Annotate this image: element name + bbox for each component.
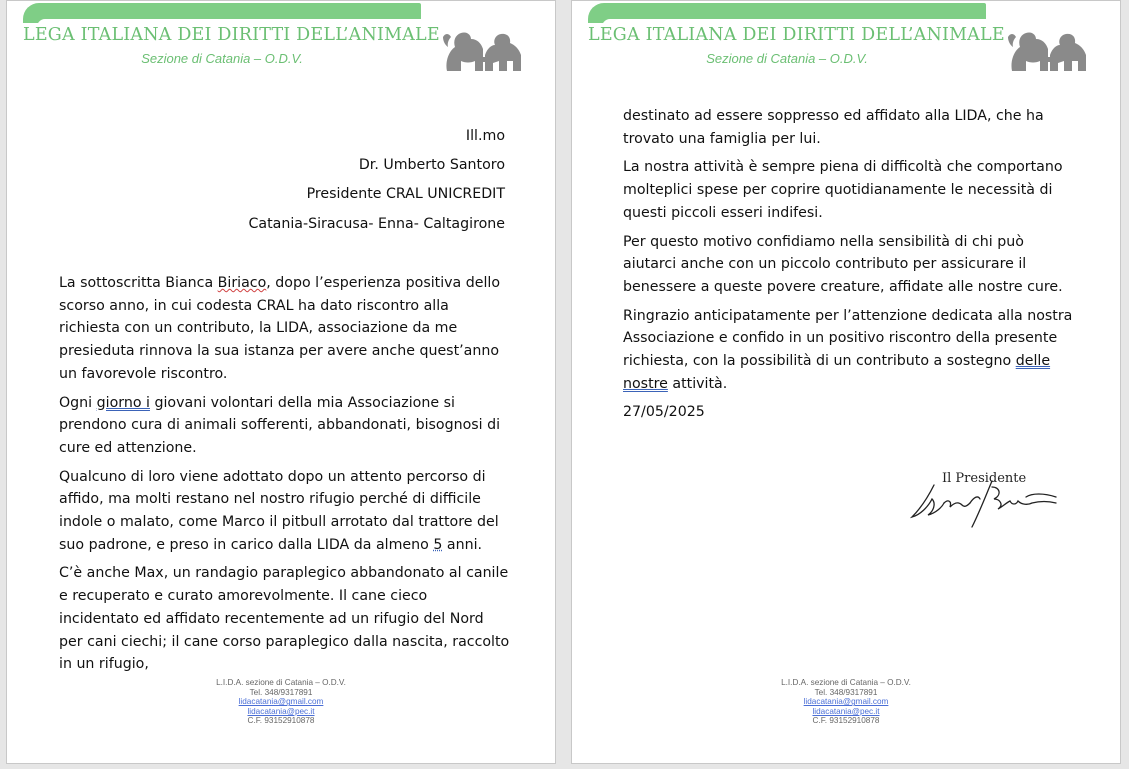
org-name: LEGA ITALIANA DEI DIRITTI DELL’ANIMALE xyxy=(23,25,440,45)
letter-page-2 xyxy=(571,0,1121,764)
footer-org: L.I.D.A. sezione di Catania – O.D.V. xyxy=(781,678,911,687)
footer-phone: Tel. 348/9317891 xyxy=(814,687,878,697)
animal-silhouette-logo-icon xyxy=(441,27,525,73)
recipient-line-2: Dr. Umberto Santoro xyxy=(358,157,505,173)
handwritten-signature xyxy=(906,477,1066,533)
paragraph: Qualcuno di loro viene adottato dopo un attento percorso di affido, ma molti restano nel nostro rifugio perché di difficile indole o malato, come Marco il pitbull arrotato dal trattore del suo padrone, e preso in carico dalla LIDA da almeno 5 anni. xyxy=(59,468,499,553)
footer-tax-code: C.F. 93152910878 xyxy=(812,716,880,726)
paragraph: Ogni giorno i giovani volontari della mia Associazione si prendono cura di animali sofferenti, abbandonati, bisognosi di cure ed attenzione. xyxy=(59,394,501,456)
letter-page-1 xyxy=(6,0,556,764)
spelling-mark: Biriaco xyxy=(217,275,267,291)
animal-silhouette-logo-icon xyxy=(1006,27,1090,73)
footer-pec-link[interactable]: lidacatania@pec.it xyxy=(247,706,315,716)
grammar-mark: giorno i xyxy=(96,394,150,411)
paragraph: Per questo motivo confidiamo nella sensibilità di chi può aiutarci anche con un piccolo contributo per assicurare il benessere a queste povere creature, affidate alle nostre cure. xyxy=(623,233,1063,295)
recipient-line-3: Presidente CRAL UNICREDIT xyxy=(306,186,505,202)
letter-footer xyxy=(572,678,1120,726)
signature-title: Il Presidente xyxy=(942,471,1027,486)
letter-date: 27/05/2025 xyxy=(623,404,705,421)
footer-pec-link[interactable]: lidacatania@pec.it xyxy=(812,706,880,716)
footer-email-link[interactable]: lidacatania@gmail.com xyxy=(238,697,324,707)
org-section: Sezione di Catania – O.D.V. xyxy=(141,51,303,66)
paragraph: La nostra attività è sempre piena di difficoltà che comportano molteplici spese per coprire quotidianamente le necessità di questi piccoli esseri indifesi. xyxy=(623,159,1063,221)
paragraph: La sottoscritta Bianca Biriaco, dopo l’esperienza positiva dello scorso anno, in cui codesta CRAL ha dato riscontro alla richiesta con un contributo, la LIDA, associazione da me presieduta rinnova la sua istanza per avere anche quest’anno un favorevole riscontro. xyxy=(59,275,501,382)
grammar-mark: delle nostre xyxy=(623,353,1051,392)
grammar-mark: 5 xyxy=(433,536,443,553)
recipient-line-4: Catania-Siracusa- Enna- Caltagirone xyxy=(248,216,505,232)
footer-tax-code: C.F. 93152910878 xyxy=(247,716,315,726)
org-section: Sezione di Catania – O.D.V. xyxy=(706,51,868,66)
footer-phone: Tel. 348/9317891 xyxy=(249,687,313,697)
letter-footer xyxy=(7,678,555,726)
footer-email-link[interactable]: lidacatania@gmail.com xyxy=(803,697,889,707)
footer-org: L.I.D.A. sezione di Catania – O.D.V. xyxy=(216,678,346,687)
recipient-line-1: Ill.mo xyxy=(465,128,505,144)
letter-body-page-2 xyxy=(623,105,1075,430)
paragraph: C’è anche Max, un randagio paraplegico abbandonato al canile e recuperato e curato amorevolmente. Il cane cieco incidentato ed affidato recentemente ad un rifugio del Nord per cani ciechi; il cane corso paraplegico dalla nascita, raccolto in un rifugio, xyxy=(59,565,510,673)
paragraph: destinato ad essere soppresso ed affidato alla LIDA, che ha trovato una famiglia per lui. xyxy=(623,108,1044,147)
letter-body-page-1 xyxy=(59,272,511,682)
org-name: LEGA ITALIANA DEI DIRITTI DELL’ANIMALE xyxy=(588,25,1005,45)
paragraph: Ringrazio anticipatamente per l’attenzione dedicata alla nostra Associazione e confido in un positivo riscontro della presente richiesta, con la possibilità di un contributo a sostegno delle nostre attività. xyxy=(623,307,1073,392)
